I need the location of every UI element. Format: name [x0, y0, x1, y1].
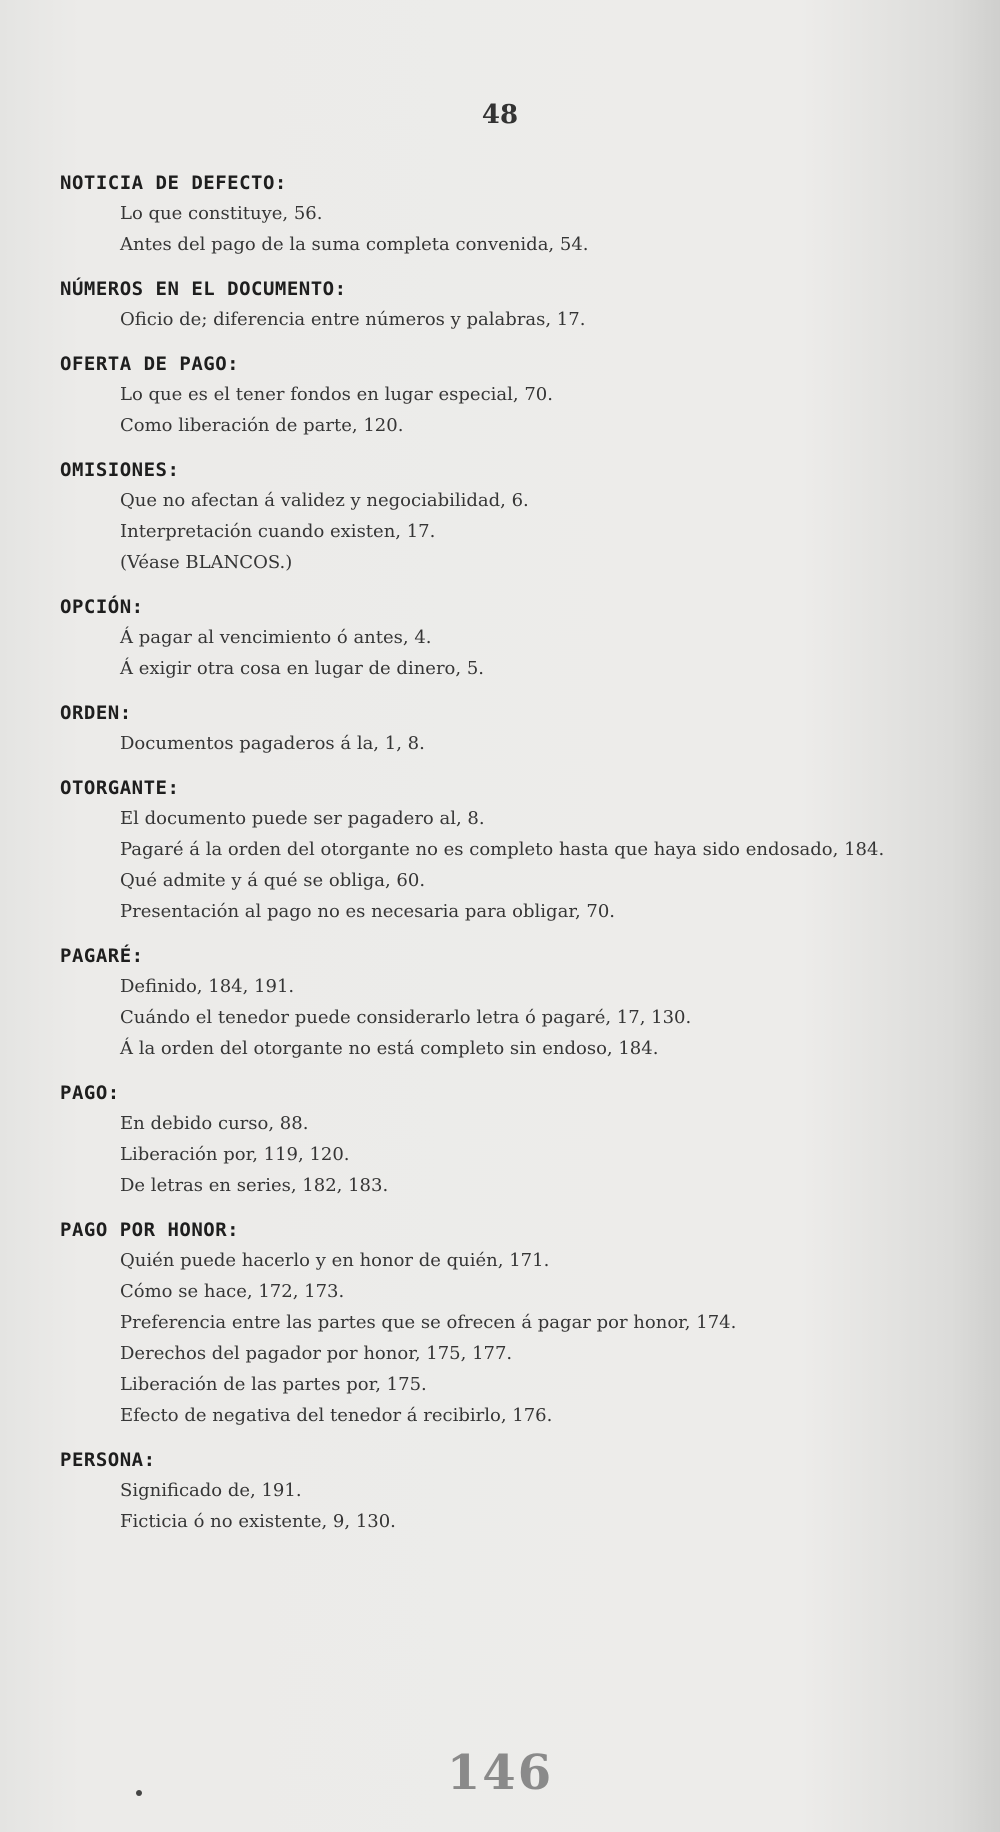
entry-item: Á exigir otra cosa en lugar de dinero, 5.	[120, 658, 484, 679]
entry-item: Antes del pago de la suma completa convenida, 54.	[120, 234, 589, 255]
entry-item: Significado de, 191.	[120, 1480, 302, 1501]
index-entry	[60, 1445, 990, 1537]
index-entry	[60, 773, 990, 927]
index-entry	[60, 1078, 990, 1201]
entry-heading: ORDEN:	[60, 702, 132, 724]
page-stamp: 146	[446, 1745, 554, 1801]
index-entry	[60, 941, 990, 1064]
entry-item: Cómo se hace, 172, 173.	[120, 1281, 345, 1302]
entry-item: Quién puede hacerlo y en honor de quién, 171.	[120, 1250, 550, 1271]
entry-items	[60, 485, 990, 578]
entry-heading: NÚMEROS EN EL DOCUMENTO:	[60, 278, 347, 300]
entry-item: Pagaré á la orden del otorgante no es completo hasta que haya sido endosado, 184.	[120, 839, 885, 860]
entry-heading: PAGO POR HONOR:	[60, 1219, 240, 1241]
entry-item: Presentación al pago no es necesaria para obligar, 70.	[120, 901, 616, 922]
entry-items	[60, 198, 990, 260]
page-number: 48	[481, 100, 519, 130]
entry-item: En debido curso, 88.	[120, 1113, 309, 1134]
entry-items	[60, 971, 990, 1064]
entry-item: Ficticia ó no existente, 9, 130.	[120, 1511, 396, 1532]
entry-item: Cuándo el tenedor puede considerarlo letra ó pagaré, 17, 130.	[120, 1007, 692, 1028]
entry-heading: OPCIÓN:	[60, 596, 144, 618]
entry-item: Definido, 184, 191.	[120, 976, 295, 997]
entry-item: Liberación por, 119, 120.	[120, 1144, 350, 1165]
index-entry	[60, 592, 990, 684]
entry-item: Que no afectan á validez y negociabilidad, 6.	[120, 490, 529, 511]
entry-heading: PAGARÉ:	[60, 945, 144, 967]
entry-item: Lo que es el tener fondos en lugar especial, 70.	[120, 384, 553, 405]
entry-item: Liberación de las partes por, 175.	[120, 1374, 427, 1395]
index-entry	[60, 698, 990, 759]
entry-items	[60, 304, 990, 335]
entry-heading: NOTICIA DE DEFECTO:	[60, 172, 287, 194]
entry-item: (Véase BLANCOS.)	[120, 552, 293, 573]
entry-item: Documentos pagaderos á la, 1, 8.	[120, 733, 425, 754]
index-entry	[60, 349, 990, 441]
entry-heading: PERSONA:	[60, 1449, 156, 1471]
entry-item: Derechos del pagador por honor, 175, 177.	[120, 1343, 513, 1364]
entry-items	[60, 1245, 990, 1431]
entry-items	[60, 1108, 990, 1201]
entry-item: Interpretación cuando existen, 17.	[120, 521, 436, 542]
index-entry	[60, 274, 990, 335]
entry-heading: OMISIONES:	[60, 459, 180, 481]
entry-item: Preferencia entre las partes que se ofrecen á pagar por honor, 174.	[120, 1312, 737, 1333]
entry-items	[60, 622, 990, 684]
entry-item: Qué admite y á qué se obliga, 60.	[120, 870, 426, 891]
entry-items	[60, 1475, 990, 1537]
entry-item: El documento puede ser pagadero al, 8.	[120, 808, 485, 829]
entry-items	[60, 803, 990, 927]
index-list	[60, 168, 990, 1551]
entry-heading: OTORGANTE:	[60, 777, 180, 799]
entry-items	[60, 379, 990, 441]
entry-item: De letras en series, 182, 183.	[120, 1175, 389, 1196]
entry-item: Á pagar al vencimiento ó antes, 4.	[120, 627, 432, 648]
index-entry	[60, 168, 990, 260]
entry-item: Lo que constituye, 56.	[120, 203, 323, 224]
entry-item: Á la orden del otorgante no está completo sin endoso, 184.	[120, 1038, 659, 1059]
entry-item: Como liberación de parte, 120.	[120, 415, 404, 436]
entry-item: Efecto de negativa del tenedor á recibirlo, 176.	[120, 1405, 553, 1426]
entry-heading: OFERTA DE PAGO:	[60, 353, 240, 375]
index-entry	[60, 455, 990, 578]
entry-heading: PAGO:	[60, 1082, 120, 1104]
entry-items	[60, 728, 990, 759]
entry-item: Oficio de; diferencia entre números y palabras, 17.	[120, 309, 586, 330]
index-entry	[60, 1215, 990, 1431]
